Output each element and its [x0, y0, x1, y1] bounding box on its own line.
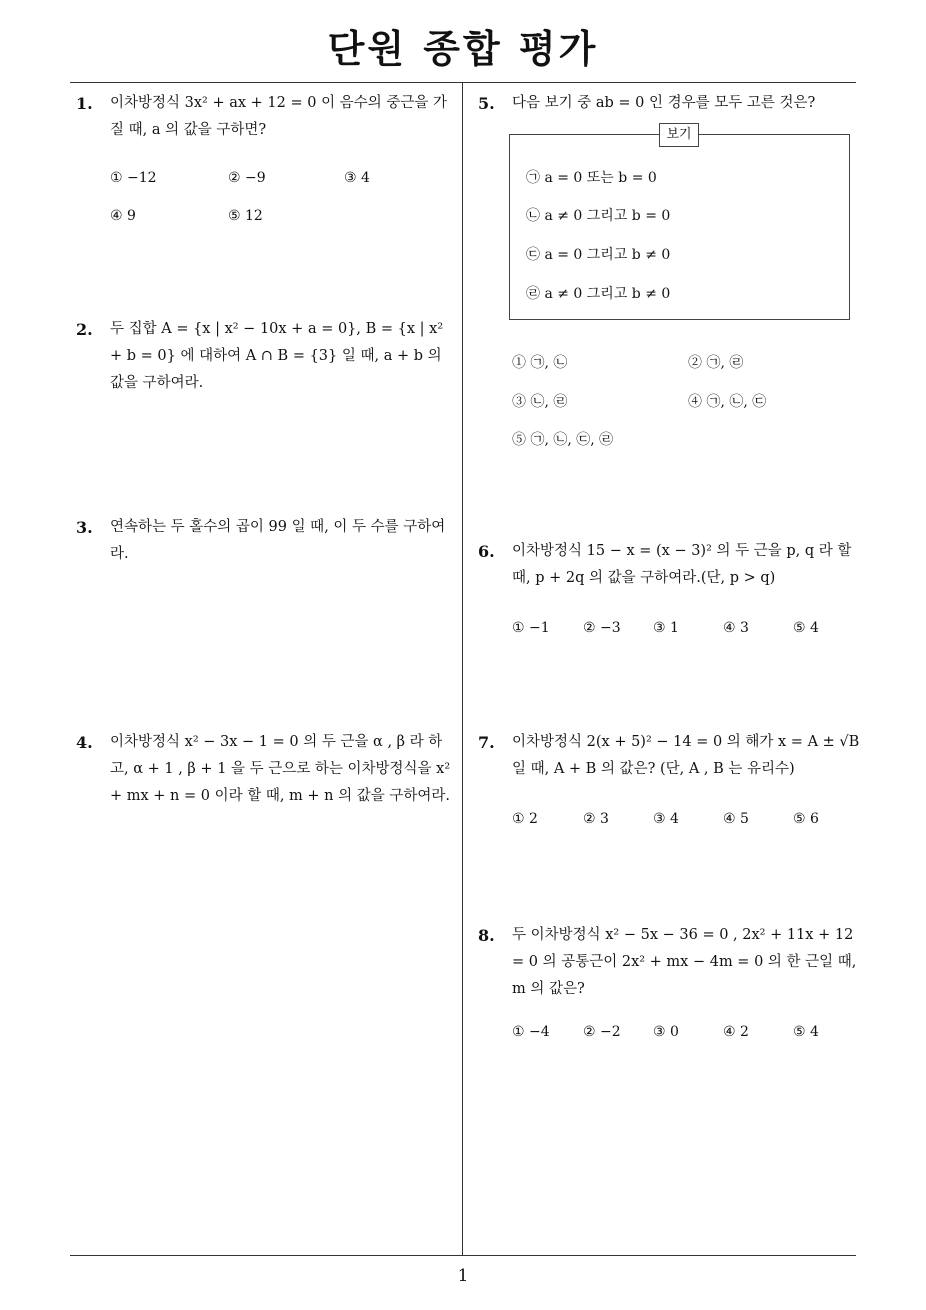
bogi-item: ㉢ a = 0 그리고 b ≠ 0 [526, 247, 671, 263]
question-8 [478, 922, 860, 1003]
question-text: 다음 보기 중 ab = 0 인 경우를 모두 고른 것은? [512, 95, 816, 111]
question-number: 2. [76, 320, 93, 339]
choice-3[interactable]: ③ ㉡, ㉣ [512, 394, 568, 410]
question-number: 5. [478, 94, 495, 113]
question-text: 이차방정식 3x² + ax + 12 = 0 이 음수의 중근을 가질 때, a 의 값을 구하면? [110, 95, 447, 138]
choice-1[interactable]: ① ㉠, ㉡ [512, 355, 568, 371]
question-1 [76, 90, 456, 144]
choice-4[interactable]: ④ 3 [723, 620, 749, 636]
choice-1[interactable]: ① 2 [512, 811, 538, 827]
question-number: 4. [76, 733, 93, 752]
choice-1[interactable]: ① −1 [512, 620, 550, 636]
bottom-rule [70, 1255, 856, 1256]
question-number: 1. [76, 94, 93, 113]
bogi-item: ㉣ a ≠ 0 그리고 b ≠ 0 [526, 286, 671, 302]
choice-2[interactable]: ② −9 [228, 170, 266, 186]
choice-5[interactable]: ⑤ 4 [793, 1024, 819, 1040]
question-text: 이차방정식 x² − 3x − 1 = 0 의 두 근을 α , β 라 하고, α + 1 , β + 1 을 두 근으로 하는 이차방정식을 x² + mx + n = 0 이라 할 때, m + n 의 값을 구하여라. [110, 734, 451, 804]
question-text: 두 이차방정식 x² − 5x − 36 = 0 , 2x² + 11x + 12 = 0 의 공통근이 2x² + mx − 4m = 0 의 한 근일 때, m 의 값은? [512, 927, 857, 997]
question-6 [478, 538, 860, 592]
question-text: 이차방정식 2(x + 5)² − 14 = 0 의 해가 x = A ± √B 일 때, A + B 의 값은? (단, A , B 는 유리수) [512, 734, 860, 777]
question-2 [76, 316, 456, 397]
choice-3[interactable]: ③ 4 [344, 170, 370, 186]
question-number: 6. [478, 542, 495, 561]
choice-4[interactable]: ④ ㉠, ㉡, ㉢ [688, 394, 767, 410]
choice-4[interactable]: ④ 2 [723, 1024, 749, 1040]
choice-5[interactable]: ⑤ 4 [793, 620, 819, 636]
question-text: 두 집합 A = {x | x² − 10x + a = 0}, B = {x | x² + b = 0} 에 대하여 A ∩ B = {3} 일 때, a + b 의 값을 구하여라. [110, 321, 444, 391]
page-title: 단원 종합 평가 [327, 27, 599, 71]
choice-3[interactable]: ③ 0 [653, 1024, 679, 1040]
question-number: 7. [478, 733, 495, 752]
choice-1[interactable]: ① −4 [512, 1024, 550, 1040]
column-divider [462, 83, 463, 1255]
question-number: 8. [478, 926, 495, 945]
choice-3[interactable]: ③ 4 [653, 811, 679, 827]
question-4 [76, 729, 456, 810]
choice-1[interactable]: ① −12 [110, 170, 157, 186]
choice-2[interactable]: ② −3 [583, 620, 621, 636]
choice-2[interactable]: ② 3 [583, 811, 609, 827]
question-text: 이차방정식 15 − x = (x − 3)² 의 두 근을 p, q 라 할 때, p + 2q 의 값을 구하여라.(단, p > q) [512, 543, 852, 586]
question-text: 연속하는 두 홀수의 곱이 99 일 때, 이 두 수를 구하여라. [110, 519, 446, 562]
choice-4[interactable]: ④ 5 [723, 811, 749, 827]
choice-2[interactable]: ② ㉠, ㉣ [688, 355, 744, 371]
choice-3[interactable]: ③ 1 [653, 620, 679, 636]
question-3 [76, 514, 456, 568]
choice-5[interactable]: ⑤ 6 [793, 811, 819, 827]
bogi-item: ㉠ a = 0 또는 b = 0 [526, 170, 657, 186]
choice-5[interactable]: ⑤ 12 [228, 208, 263, 224]
choice-2[interactable]: ② −2 [583, 1024, 621, 1040]
choice-5[interactable]: ⑤ ㉠, ㉡, ㉢, ㉣ [512, 432, 614, 448]
choice-4[interactable]: ④ 9 [110, 208, 136, 224]
top-rule [70, 82, 856, 83]
question-7 [478, 729, 860, 783]
page-number: 1 [457, 1266, 469, 1286]
question-5 [478, 90, 860, 117]
question-number: 3. [76, 518, 93, 537]
bogi-label: 보기 [659, 123, 699, 147]
bogi-item: ㉡ a ≠ 0 그리고 b = 0 [526, 208, 671, 224]
